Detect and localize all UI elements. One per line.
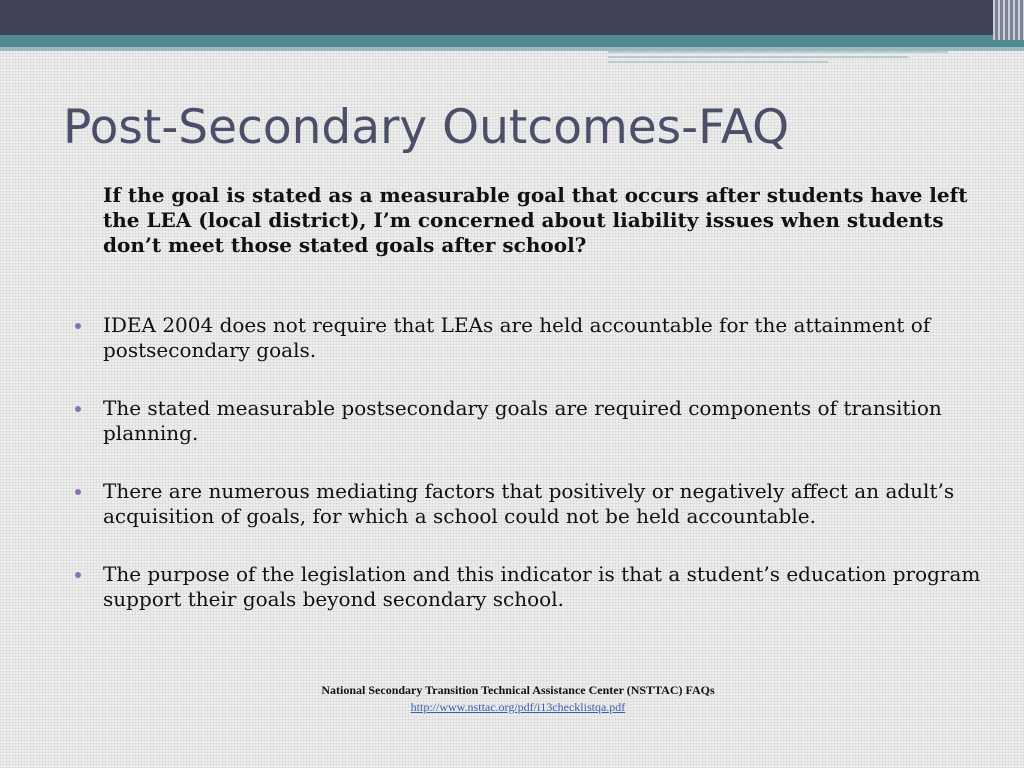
header-dark-bar	[0, 0, 1024, 35]
bullet-dot-icon	[75, 572, 81, 578]
header-accent-lines	[608, 47, 948, 67]
bullet-dot-icon	[75, 406, 81, 412]
answer-text: IDEA 2004 does not require that LEAs are held accountable for the attainment of postsecondary goals.	[103, 313, 931, 362]
answer-item	[103, 396, 983, 446]
bullet-dot-icon	[75, 489, 81, 495]
answer-list	[103, 313, 983, 645]
source-citation: National Secondary Transition Technical Assistance Center (NSTTAC) FAQs	[321, 683, 715, 697]
faq-question: If the goal is stated as a measurable goal that occurs after students have left the LEA (local district), I’m concerned about liability issues when students don’t meet those stated goals after school?	[103, 183, 968, 257]
header-corner-stripes	[993, 0, 1024, 40]
answer-text: There are numerous mediating factors that positively or negatively affect an adult’s acquisition of goals, for which a school could not be held accountable.	[103, 479, 955, 528]
slide-title: Post-Secondary Outcomes-FAQ	[63, 100, 790, 155]
source-link[interactable]: http://www.nsttac.org/pdf/i13checklistqa.pdf	[410, 700, 626, 714]
answer-item	[103, 562, 983, 612]
answer-text: The purpose of the legislation and this indicator is that a student’s education program support their goals beyond secondary school.	[103, 562, 981, 611]
answer-text: The stated measurable postsecondary goals are required components of transition planning.	[103, 396, 942, 445]
answer-item	[103, 479, 983, 529]
answer-item	[103, 313, 983, 363]
header-teal-band	[0, 35, 1024, 47]
bullet-dot-icon	[75, 323, 81, 329]
